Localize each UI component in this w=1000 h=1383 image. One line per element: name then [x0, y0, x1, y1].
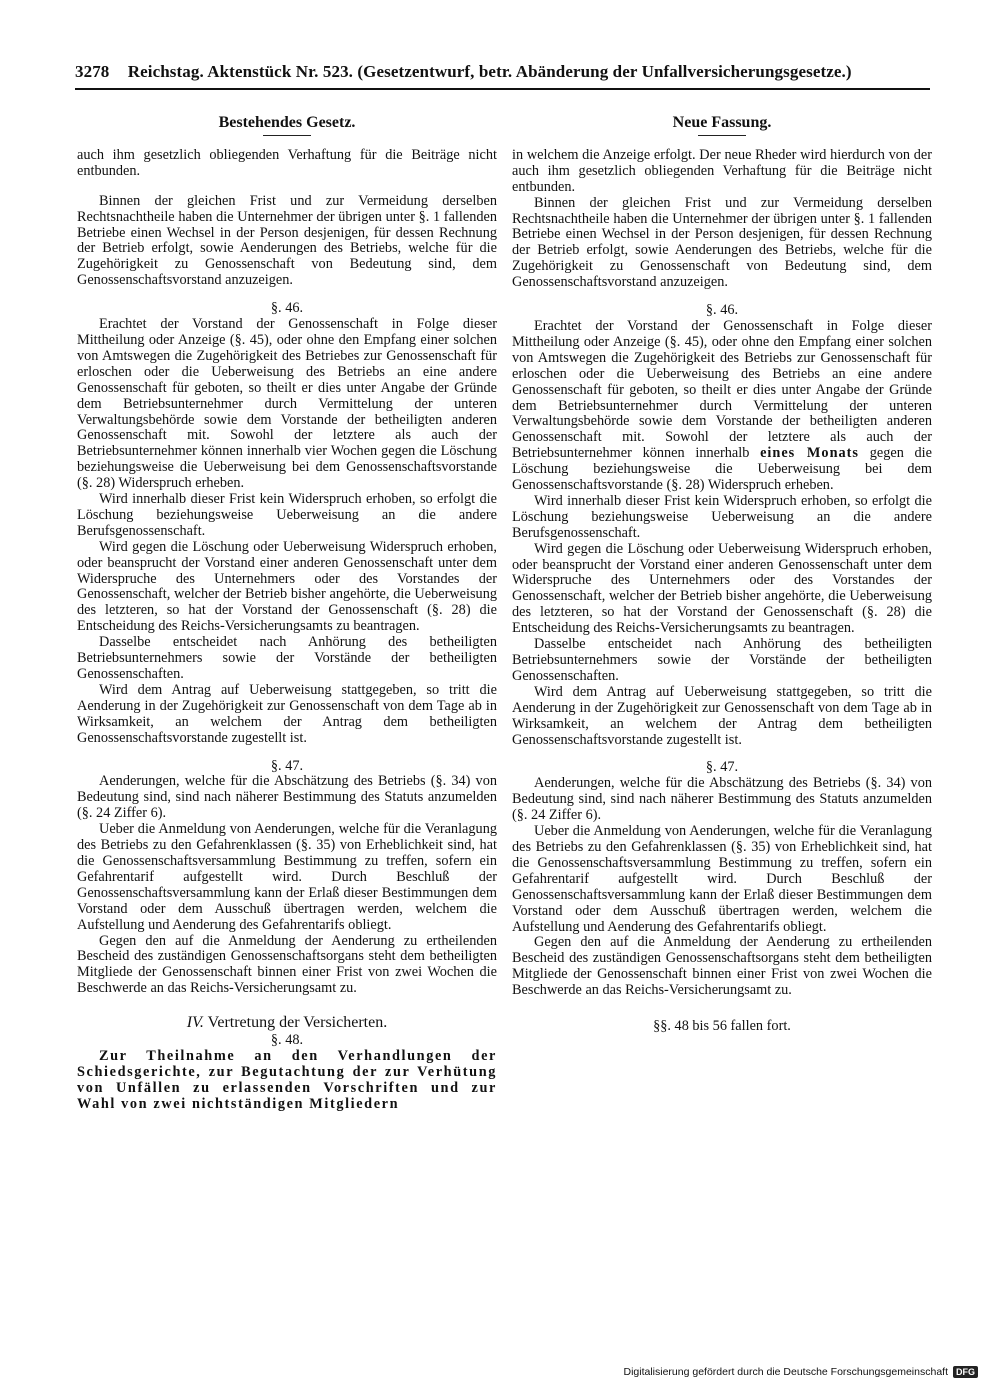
section-heading: §. 46.: [705, 302, 739, 319]
paragraph: Binnen der gleichen Frist und zur Vermeidung derselben Rechtsnachtheile haben die Unternehmer der übrigen unter §. 1 fallenden Betriebe einen Wechsel in der Person desjenigen, für dessen Rechnung der Betrieb erfolgt, sowie Aenderungen des Betriebs, welche für die Zugehörigkeit zu Genossenschaft von Bedeutung sind, dem Genossenschaftsvorstand anzuzeigen.: [77, 192, 497, 289]
paragraph: Erachtet der Vorstand der Genossenschaft in Folge dieser Mittheilung oder Anzeige (§. 45), oder ohne den Empfang einer solchen von Amtswegen die Zugehörigkeit des Betriebes zur Genossenschaft für erloschen oder die Ueberweisung des Betriebs an eine andere Genossenschaft für geboten, so theilt er dies unter Angabe der Gründe dem Betriebsunternehmer durch Vermittelung der unteren Verwaltungsbehörde sowie dem Vorstande der betheiligten anderen Genossenschaft mit. Sowohl der letztere als auch der Betriebsunternehmer können innerhalb vier Wochen gegen die Löschung beziehungsweise die Ueberweisung bei dem Genossenschaftsvorstande (§. 28) Widerspruch erheben.: [77, 316, 497, 492]
paragraph-text: Erachtet der Vorstand der Genossenschaft in Folge dieser Mittheilung oder Anzeige (§. 45), oder ohne den Empfang einer solchen von Amtswegen die Zugehörigkeit des Betriebs zur Genossenschaft für erloschen oder die Ueberweisung des Betriebs an eine andere Genossenschaft für geboten, so theilt er dies unter Angabe der Gründe dem Betriebsunternehmer durch Vermittelung der unteren Verwaltungsbehörde sowie dem Vorstande der betheiligten anderen Genossenschaft mit. Sowohl der letztere als auch der Betriebsunternehmer können innerhalb: [512, 317, 932, 462]
paragraph: auch ihm gesetzlich obliegenden Verhaftung für die Beiträge nicht entbunden.: [77, 146, 497, 179]
part-number: IV.: [186, 1014, 204, 1032]
header-rule: [75, 88, 930, 90]
column-existing-law: [77, 115, 497, 1113]
section-heading: §. 46.: [270, 300, 304, 317]
section-heading: §. 48.: [270, 1032, 304, 1049]
title-rule: [263, 135, 311, 136]
page-header: [75, 62, 935, 82]
column-new-version: [512, 115, 932, 1049]
paragraph: Binnen der gleichen Frist und zur Vermeidung derselben Rechtsnachtheile haben die Unternehmer der übrigen unter §. 1 fallenden Betriebe einen Wechsel in der Person desjenigen, für dessen Rechnung der Betrieb erfolgt, sowie Aenderungen des Betriebs, welche für die Zugehörigkeit zu Genossenschaft von Bedeutung sind, dem Genossenschaftsvorstand anzuzeigen.: [512, 194, 932, 291]
paragraph: Gegen den auf die Anmeldung der Aenderung zu ertheilenden Bescheid des zuständigen Genossenschaftsorgans steht dem betheiligten Mitgliede der Genossenschaft binnen einer Frist von zwei Wochen die Beschwerde an das Reichs-Versicherungsamt zu.: [512, 934, 932, 999]
section-heading: §. 47.: [705, 759, 739, 776]
paragraph: Wird gegen die Löschung oder Ueberweisung Widerspruch erhoben, oder beansprucht der Vorstand einer anderen Genossenschaft unter dem Widerspruche des Unternehmers oder des Vorstandes der Genossenschaft, welcher der Betrieb bisher angehörte, die Ueberweisung des letzteren, so hat der Vorstand der Genossenschaft (§. 28) die Entscheidung des Reichs-Versicherungsamts zu beantragen.: [512, 540, 932, 637]
paragraph: Wird innerhalb dieser Frist kein Widerspruch erhoben, so erfolgt die Löschung beziehungsweise Ueberweisung an die andere Berufsgenossenschaft.: [77, 491, 497, 539]
paragraph: Ueber die Anmeldung von Aenderungen, welche für die Veranlagung des Betriebs zu den Gefahrenklassen (§. 35) von Erheblichkeit sind, hat die Genossenschaftsversammlung Bestimmung zu treffen, sofern ein Gefahrentarif aufgestellt wird. Durch Beschluß der Genossenschaftsversammlung kann der Erlaß dieser Bestimmungen dem Vorstand oder dem Ausschuß übertragen werden, welchem die Aufstellung und Aenderung des Gefahrentarifs obliegt.: [77, 821, 497, 933]
paragraph: Wird dem Antrag auf Ueberweisung stattgegeben, so tritt die Aenderung in der Zugehörigkeit zur Genossenschaft von dem Tage ab in Wirksamkeit, an welchem der Antrag dem betheiligten Genossenschaftsvorstande zugestellt ist.: [512, 683, 932, 748]
paragraph: Wird innerhalb dieser Frist kein Widerspruch erhoben, so erfolgt die Löschung beziehungsweise Ueberweisung an die andere Berufsgenossenschaft.: [512, 492, 932, 541]
page-number: 3278: [75, 62, 110, 81]
paragraph: Gegen den auf die Anmeldung der Aenderung zu ertheilenden Bescheid des zuständigen Genossenschaftsorgans steht dem betheiligten Mitgliede der Genossenschaft binnen einer Frist von zwei Wochen die Beschwerde an das Reichs-Versicherungsamt zu.: [77, 932, 497, 997]
paragraph: Zur Theilnahme an den Verhandlungen der Schiedsgerichte, zur Begutachtung der zur Verhütung von Unfällen zu erlassenden Vorschriften und zur Wahl von zwei nichtständigen Mitgliedern: [77, 1047, 497, 1112]
dfg-logo: DFG: [953, 1366, 978, 1378]
column-title: Neue Fassung.: [672, 114, 772, 131]
title-rule: [698, 135, 746, 136]
section-heading: §. 47.: [270, 757, 304, 774]
paragraph: Dasselbe entscheidet nach Anhörung des betheiligten Betriebsunternehmers sowie der Vorstände der betheiligten Genossenschaften.: [77, 634, 497, 682]
paragraph: Wird gegen die Löschung oder Ueberweisung Widerspruch erhoben, oder beansprucht der Vorstand einer anderen Genossenschaft unter dem Widerspruche des Unternehmers oder des Vorstandes der Genossenschaft, welcher der Betrieb bisher angehörte, die Ueberweisung des letzteren, so hat der Vorstand der Genossenschaft (§. 28) die Entscheidung des Reichs-Versicherungsamts zu beantragen.: [77, 538, 497, 635]
header-title: Reichstag. Aktenstück Nr. 523. (Gesetzentwurf, betr. Abänderung der Unfallversicherungsgesetze.): [127, 62, 852, 81]
emphasized-amendment: eines Monats: [760, 445, 859, 462]
paragraph-text: gegen die Löschung beziehungsweise die Ueberweisung bei dem Genossenschaftsvorstande (§. 28) Widerspruch erheben.: [512, 445, 932, 494]
paragraph: [512, 319, 932, 494]
paragraph: Dasselbe entscheidet nach Anhörung des betheiligten Betriebsunternehmers sowie der Vorstände der betheiligten Genossenschaften.: [512, 636, 932, 684]
paragraph: Aenderungen, welche für die Abschätzung des Betriebs (§. 34) von Bedeutung sind, sind nach näherer Bestimmung des Statuts anzumelden (§. 24 Ziffer 6).: [512, 775, 932, 824]
part-title: Vertretung der Versicherten.: [207, 1014, 388, 1032]
part-heading: [77, 1015, 497, 1031]
footer-text: Digitalisierung gefördert durch die Deutsche Forschungsgemeinschaft: [623, 1366, 948, 1378]
paragraph: Wird dem Antrag auf Ueberweisung stattgegeben, so tritt die Aenderung in der Zugehörigkeit zur Genossenschaft von dem Tage ab in Wirksamkeit, an welchem der Antrag dem betheiligten Genossenschaftsvorstande zugestellt ist.: [77, 681, 497, 746]
column-title: Bestehendes Gesetz.: [218, 114, 356, 131]
paragraph: in welchem die Anzeige erfolgt. Der neue Rheder wird hierdurch von der auch ihm gesetzlich obliegenden Verhaftung für die Beiträge nicht entbunden.: [512, 146, 932, 195]
repeal-note: §§. 48 bis 56 fallen fort.: [653, 1018, 791, 1035]
paragraph: Ueber die Anmeldung von Aenderungen, welche für die Veranlagung des Betriebs zu den Gefahrenklassen (§. 35) von Erheblichkeit sind, hat die Genossenschaftsversammlung Bestimmung zu treffen, sofern ein Gefahrentarif aufgestellt wird. Durch Beschluß der Genossenschaftsversammlung kann der Erlaß dieser Bestimmungen dem Vorstand oder dem Ausschuß übertragen werden, welchem die Aufstellung und Aenderung des Gefahrentarifs obliegt.: [512, 823, 932, 935]
footer-credit: [623, 1366, 978, 1378]
paragraph: Aenderungen, welche für die Abschätzung des Betriebs (§. 34) von Bedeutung sind, sind nach näherer Bestimmung des Statuts anzumelden (§. 24 Ziffer 6).: [77, 773, 497, 822]
